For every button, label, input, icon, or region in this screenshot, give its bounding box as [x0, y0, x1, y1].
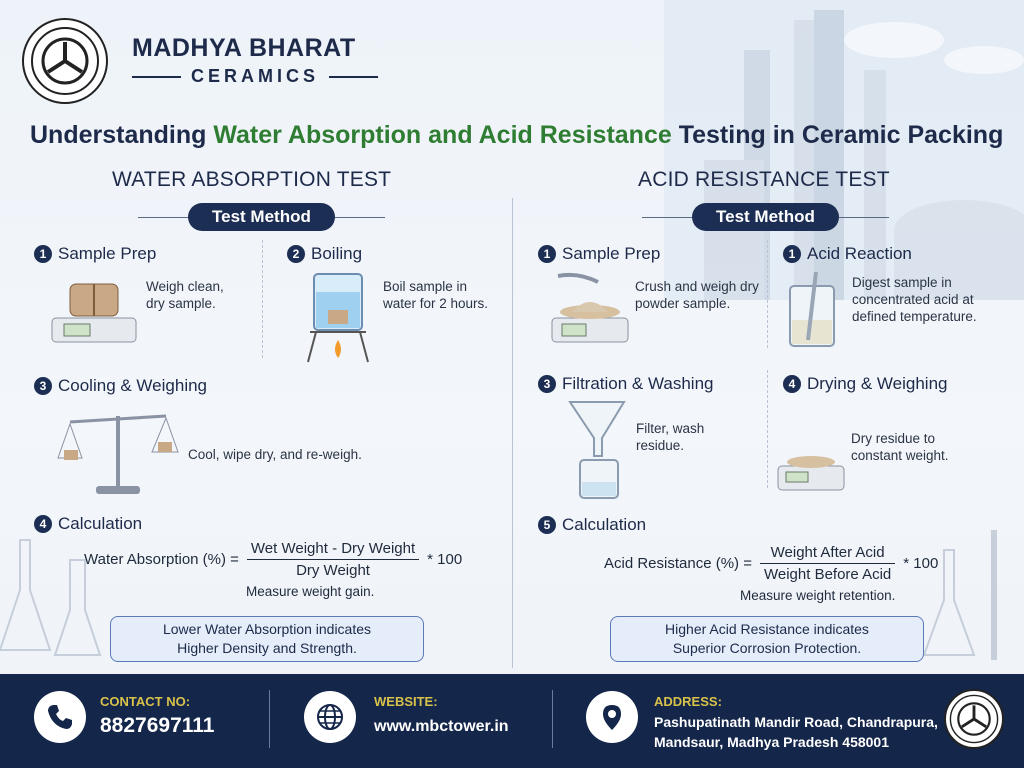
address-label: ADDRESS:	[654, 694, 722, 709]
address-text: Pashupatinath Mandir Road, Chandrapura, Mandsaur, Madhya Pradesh 458001	[654, 714, 938, 750]
acid-step-drying: 4 Drying & Weighing	[783, 374, 947, 394]
company-logo	[22, 18, 108, 104]
brand-subtitle: CERAMICS	[132, 66, 378, 87]
acid-result-callout: Higher Acid Resistance indicates Superior Corrosion Protection.	[610, 616, 924, 662]
globe-icon	[304, 691, 356, 743]
water-step-sample-prep: 1 Sample Prep	[34, 244, 156, 264]
water-method-banner	[138, 203, 385, 231]
brand-name: MADHYA BHARAT	[132, 34, 356, 62]
funnel-filtration-image	[566, 398, 634, 502]
acid-resistance-formula: Acid Resistance (%) = $\frac{\text{Weight After Acid}}{\text{Weight Before Acid}}$ * 100	[604, 544, 939, 583]
acid-method-banner	[642, 203, 889, 231]
acid-step-2-desc: Digest sample in concentrated acid at defined temperature.	[852, 275, 977, 324]
footer	[0, 674, 1024, 768]
step-divider	[262, 240, 263, 358]
column-divider	[512, 198, 513, 668]
water-step-2-desc: Boil sample in water for 2 hours.	[383, 279, 489, 311]
lab-flask-background	[914, 520, 1024, 670]
acid-step-3-desc: Filter, wash residue.	[636, 421, 705, 453]
water-step-cooling: 3 Cooling & Weighing	[34, 376, 207, 396]
location-pin-icon	[586, 691, 638, 743]
acid-step-reaction: 1 Acid Reaction	[783, 244, 912, 264]
acid-step-1-desc: Crush and weigh dry powder sample.	[635, 279, 759, 311]
scale-with-sample-image	[48, 272, 140, 348]
step-divider	[767, 370, 768, 488]
contact-number[interactable]: 8827697111	[100, 714, 215, 737]
contact-label: CONTACT NO:	[100, 694, 191, 709]
footer-company-logo	[944, 689, 1004, 749]
footer-separator	[552, 690, 553, 748]
water-step-3-desc: Cool, wipe dry, and re-weigh.	[188, 447, 362, 462]
water-step-1-desc: Weigh clean, dry sample.	[146, 279, 224, 311]
water-result-callout: Lower Water Absorption indicates Higher Density and Strength.	[110, 616, 424, 662]
balance-scale-image	[56, 406, 180, 498]
water-step-calculation: 4 Calculation	[34, 514, 142, 534]
acid-resistance-heading: ACID RESISTANCE TEST	[638, 168, 890, 191]
acid-step-filtration: 3 Filtration & Washing	[538, 374, 713, 394]
acid-step-sample-prep: 1 Sample Prep	[538, 244, 660, 264]
water-absorption-heading: WATER ABSORPTION TEST	[112, 168, 392, 191]
scale-with-residue-image	[776, 444, 846, 494]
acid-step-4-desc: Dry residue to constant weight.	[851, 431, 949, 463]
test-method-pill: Test Method	[188, 203, 335, 231]
website-label: WEBSITE:	[374, 694, 438, 709]
scale-with-powder-image	[548, 266, 632, 348]
page-title: Understanding Water Absorption and Acid Resistance Testing in Ceramic Packing	[30, 121, 1004, 149]
step-divider	[767, 240, 768, 348]
acid-formula-note: Measure weight retention.	[740, 588, 896, 603]
website-link[interactable]: www.mbctower.in	[374, 718, 509, 735]
water-step-boiling: 2 Boiling	[287, 244, 362, 264]
footer-separator	[269, 690, 270, 748]
water-absorption-formula: Water Absorption (%) = $\frac{\text{Wet Weight - Dry Weight}}{\text{Dry Weight}}$ * 100	[84, 540, 463, 579]
phone-icon	[34, 691, 86, 743]
acid-beaker-image	[786, 270, 842, 350]
test-method-pill: Test Method	[692, 203, 839, 231]
acid-step-calculation: 5 Calculation	[538, 515, 646, 535]
water-formula-note: Measure weight gain.	[246, 584, 375, 599]
boiling-beaker-image	[300, 270, 376, 364]
